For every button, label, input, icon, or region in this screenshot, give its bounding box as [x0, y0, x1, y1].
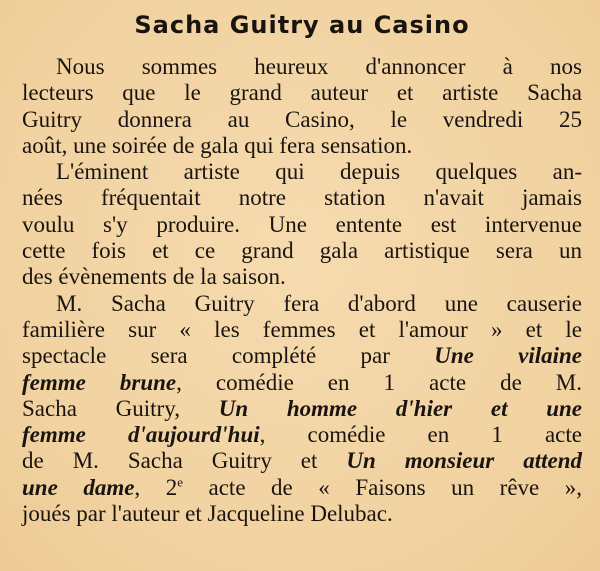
play-title: Un monsieur attend	[346, 448, 582, 474]
paragraph-line: nées fréquentait notre station n'avait jamais	[22, 185, 582, 211]
text-run: , comédie en 1 acte	[259, 422, 582, 448]
text-run: acte de « Faisons un rêve »,	[182, 474, 583, 500]
text-run: , comédie en 1 acte de M.	[176, 369, 582, 395]
play-title: femme d'aujourd'hui	[22, 422, 260, 448]
text-run: spectacle sera complété par	[22, 343, 435, 369]
paragraph-line	[22, 475, 582, 501]
paragraph-2	[22, 159, 582, 290]
paragraph-line: familière sur « les femmes et l'amour » et le	[22, 316, 582, 342]
paragraph-line: joués par l'auteur et Jacqueline Delubac.	[22, 501, 393, 527]
paragraph-line	[22, 448, 582, 474]
text-run: , 2	[134, 474, 178, 500]
paragraph-3	[22, 291, 582, 528]
play-title: femme brune	[22, 369, 177, 395]
paragraph-line: des évènements de la saison.	[22, 264, 286, 290]
superscript: e	[177, 474, 183, 490]
paragraph-line: L'éminent artiste qui depuis quelques an-	[56, 159, 582, 185]
text-run: de M. Sacha Guitry et	[22, 448, 347, 474]
text-run: Sacha Guitry,	[22, 395, 219, 421]
play-title: Un homme d'hier et une	[218, 395, 582, 421]
play-title: Une vilaine	[434, 343, 582, 369]
article-title: Sacha Guitry au Casino	[134, 11, 470, 39]
paragraph-line: voulu s'y produire. Une entente est intervenue	[22, 211, 582, 237]
paragraph-1	[22, 54, 582, 159]
paragraph-line: Nous sommes heureux d'annoncer à nos	[56, 54, 582, 79]
paragraph-line	[22, 396, 582, 422]
paragraph-line: août, une soirée de gala qui fera sensation.	[22, 132, 413, 158]
paragraph-line: lecteurs que le grand auteur et artiste Sacha	[22, 80, 582, 106]
paragraph-line: Guitry donnera au Casino, le vendredi 25	[22, 106, 582, 132]
paragraph-line	[22, 422, 582, 448]
paragraph-line	[22, 343, 582, 369]
paragraph-line: cette fois et ce grand gala artistique sera un	[22, 238, 582, 264]
play-title: une dame	[22, 474, 135, 500]
paragraph-line	[22, 370, 582, 396]
paragraph-line: M. Sacha Guitry fera d'abord une causerie	[56, 290, 582, 316]
